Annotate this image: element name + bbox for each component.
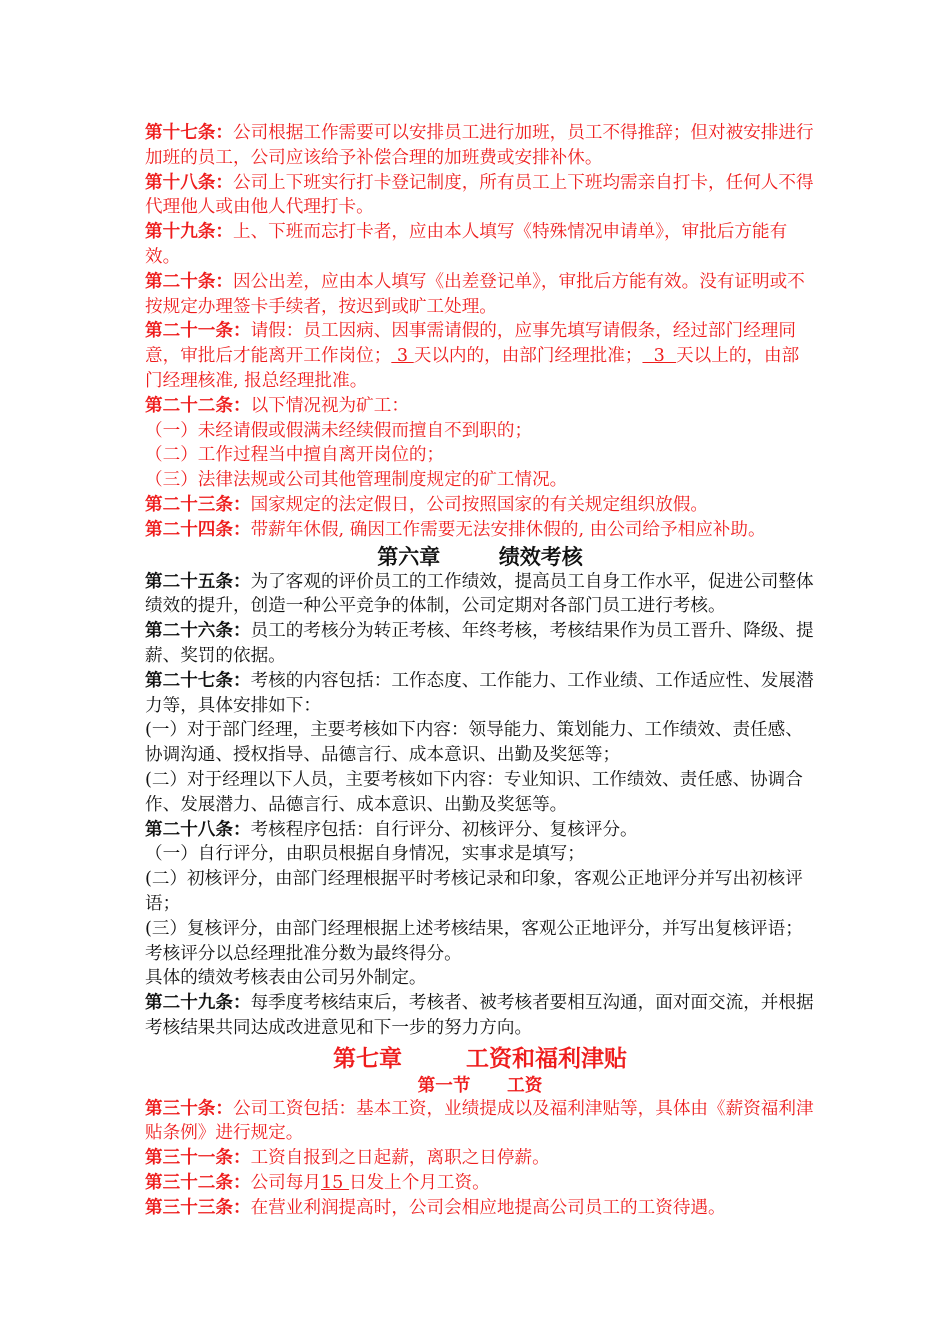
chapter-6-heading: 第六章 绩效考核 bbox=[377, 543, 583, 569]
article-17: 第十七条：公司根据工作需要可以安排员工进行加班，员工不得推辞；但对被安排进行加班的员工，公司应该给予补偿合理的加班费或安排补休。 bbox=[145, 122, 814, 168]
article-22-item: （一）未经请假或假满未经续假而擅自不到职的； bbox=[145, 420, 533, 441]
article-28: 第二十八条：考核程序包括：自行评分、初核评分、复核评分。 bbox=[145, 818, 638, 840]
article-28-item: (三）复核评分，由部门经理根据上述考核结果，客观公正地评分，并写出复核评语；考核评分以总经理批准分数为最终得分。 bbox=[145, 918, 803, 964]
section-1-heading: 第一节 工资 bbox=[417, 1074, 543, 1096]
article-19: 第十九条：上、下班而忘打卡者，应由本人填写《特殊情况申请单》，审批后方能有效。 bbox=[145, 221, 788, 267]
article-27: 第二十七条：考核的内容包括：工作态度、工作能力、工作业绩、工作适应性、发展潜力等，具体安排如下： bbox=[145, 669, 814, 716]
article-22-item: （二）工作过程当中擅自离开岗位的； bbox=[145, 445, 445, 466]
article-28-note: 具体的绩效考核表由公司另外制定。 bbox=[145, 968, 427, 989]
chapter-7-heading: 第七章 工资和福利津贴 bbox=[332, 1044, 628, 1072]
article-30: 第三十条：公司工资包括：基本工资，业绩提成以及福利津贴等，具体由《薪资福利津贴条例》进行规定。 bbox=[145, 1097, 814, 1144]
article-31: 第三十一条：工资自报到之日起薪，离职之日停薪。 bbox=[145, 1147, 550, 1169]
article-20: 第二十条：因公出差，应由本人填写《出差登记单》，审批后方能有效。没有证明或不按规定办理签卡手续者，按迟到或旷工处理。 bbox=[145, 270, 805, 317]
article-25: 第二十五条：为了客观的评价员工的工作绩效，提高员工自身工作水平，促进公司整体绩效的提升，创造一种公平竞争的体制，公司定期对各部门员工进行考核。 bbox=[145, 570, 814, 617]
document-page bbox=[145, 121, 815, 1221]
article-29: 第二十九条：每季度考核结束后，考核者、被考核者要相互沟通，面对面交流，并根据考核结果共同达成改进意见和下一步的努力方向。 bbox=[145, 992, 814, 1038]
article-26: 第二十六条：员工的考核分为转正考核、年终考核，考核结果作为员工晋升、降级、提薪、奖罚的依据。 bbox=[145, 620, 814, 666]
article-28-item: （一）自行评分，由职员根据自身情况，实事求是填写； bbox=[145, 844, 585, 865]
article-32: 第三十二条：公司每月15 日发上个月工资。 bbox=[145, 1172, 490, 1194]
article-33: 第三十三条：在营业利润提高时，公司会相应地提高公司员工的工资待遇。 bbox=[145, 1196, 726, 1218]
article-22-item: （三）法律法规或公司其他管理制度规定的矿工情况。 bbox=[145, 470, 568, 491]
article-24: 第二十四条：带薪年休假, 确因工作需要无法安排休假的, 由公司给予相应补助。 bbox=[145, 518, 766, 540]
article-22: 第二十二条：以下情况视为矿工： bbox=[145, 394, 409, 416]
article-28-item: (二）初核评分，由部门经理根据平时考核记录和印象，客观公正地评分并写出初核评语； bbox=[145, 869, 803, 914]
article-23: 第二十三条：国家规定的法定假日，公司按照国家的有关规定组织放假。 bbox=[145, 493, 709, 515]
article-21: 第二十一条：请假：员工因病、因事需请假的，应事先填写请假条，经过部门经理同意，审批后才能离开工作岗位； 3 天以内的，由部门经理批准； 3 天以上的，由部门经理核准, 报总经理批准。 bbox=[145, 320, 800, 391]
article-18: 第十八条：公司上下班实行打卡登记制度，所有员工上下班均需亲自打卡，任何人不得代理他人或由他人代理打卡。 bbox=[145, 171, 814, 218]
article-27-item: (二）对于经理以下人员，主要考核如下内容：专业知识、工作绩效、责任感、协调合作、发展潜力、品德言行、成本意识、出勤及奖惩等。 bbox=[145, 769, 803, 815]
article-27-item: (一）对于部门经理，主要考核如下内容：领导能力、策划能力、工作绩效、责任感、协调沟通、授权指导、品德言行、成本意识、出勤及奖惩等； bbox=[145, 720, 803, 766]
